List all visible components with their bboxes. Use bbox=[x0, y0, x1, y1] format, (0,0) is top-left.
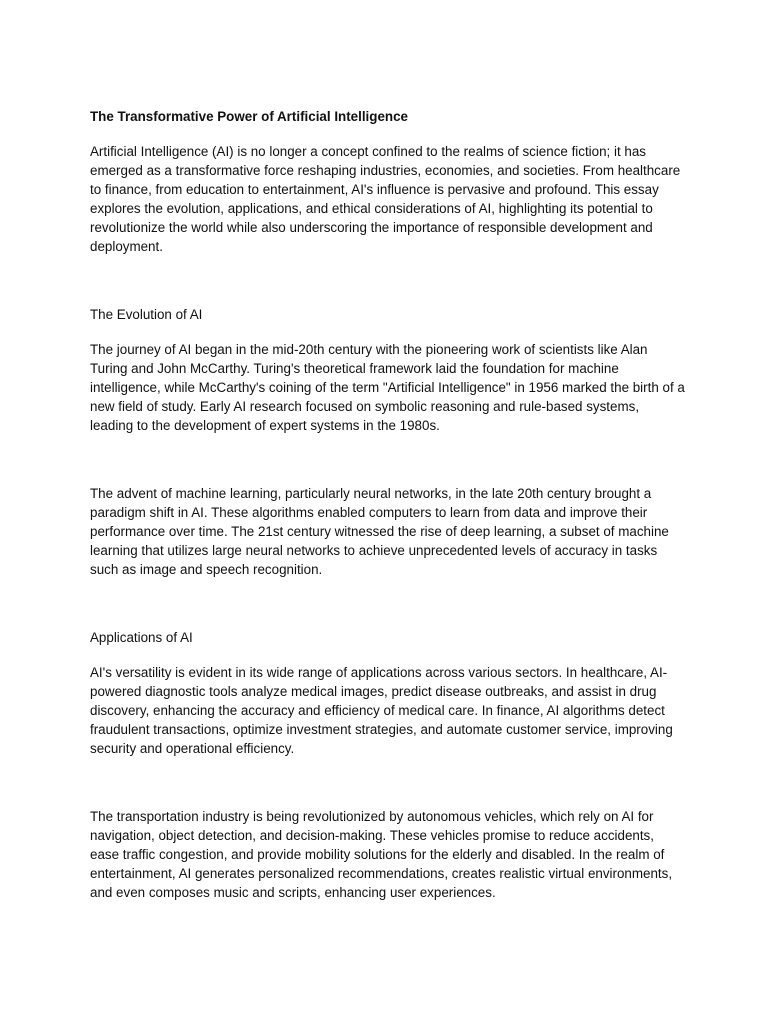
section-heading-evolution: The Evolution of AI bbox=[90, 307, 203, 322]
applications-paragraph-2: The transportation industry is being revolutionized by autonomous vehicles, which rely on AI for navigation, object detection, and decision-making. These vehicles promise to reduce accidents, ease traffic congestion, and provide mobility solutions for the elderly and disabled. In the realm of entertainment, AI generates personalized recommendations, creates realistic virtual environments, and even composes music and scripts, enhancing user experiences. bbox=[90, 809, 673, 900]
document-body bbox=[90, 107, 685, 902]
document-title: The Transformative Power of Artificial Intelligence bbox=[90, 109, 408, 124]
evolution-paragraph-1: The journey of AI began in the mid-20th century with the pioneering work of scientists like Alan Turing and John McCarthy. Turing's theoretical framework laid the foundation for machine intelligence, while McCarthy's coining of the term "Artificial Intelligence" in 1956 marked the birth of a new field of study. Early AI research focused on symbolic reasoning and rule-based systems, leading to the development of expert systems in the 1980s. bbox=[90, 342, 685, 433]
evolution-paragraph-2: The advent of machine learning, particularly neural networks, in the late 20th century brought a paradigm shift in AI. These algorithms enabled computers to learn from data and improve their performance over time. The 21st century witnessed the rise of deep learning, a subset of machine learning that utilizes large neural networks to achieve unprecedented levels of accuracy in tasks such as image and speech recognition. bbox=[90, 486, 669, 577]
applications-paragraph-1: AI's versatility is evident in its wide range of applications across various sectors. In healthcare, AI-powered diagnostic tools analyze medical images, predict disease outbreaks, and assist in drug discovery, enhancing the accuracy and efficiency of medical care. In finance, AI algorithms detect fraudulent transactions, optimize investment strategies, and automate customer service, improving security and operational efficiency. bbox=[90, 665, 673, 756]
intro-paragraph: Artificial Intelligence (AI) is no longer a concept confined to the realms of science fiction; it has emerged as a transformative force reshaping industries, economies, and societies. From healthcare to finance, from education to entertainment, AI's influence is pervasive and profound. This essay explores the evolution, applications, and ethical considerations of AI, highlighting its potential to revolutionize the world while also underscoring the importance of responsible development and deployment. bbox=[90, 144, 681, 254]
section-heading-applications: Applications of AI bbox=[90, 630, 193, 645]
